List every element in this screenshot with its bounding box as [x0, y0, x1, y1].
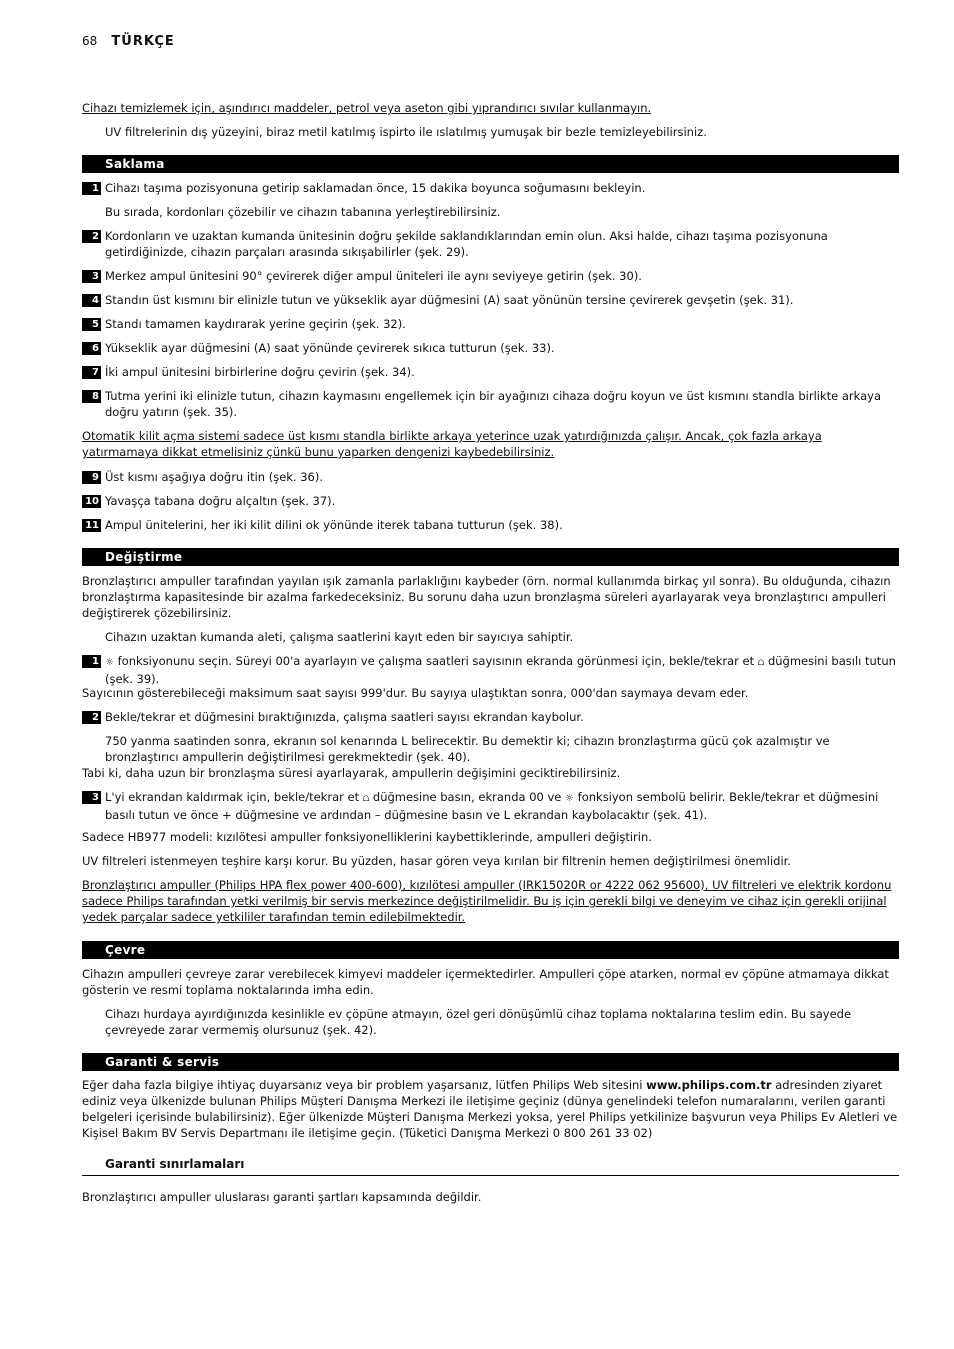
- replacement-uv-note: UV filtreleri istenmeyen teşhire karşı korur. Bu yüzden, hasar gören veya kırılan bir filtrenin hemen değiştirilmesi önemlidir.: [82, 854, 791, 868]
- warranty-limits-heading: Garanti sınırlamaları: [105, 1157, 245, 1171]
- step-number: 1: [82, 182, 101, 195]
- storage-step-5: [82, 316, 900, 332]
- replacement-intro: Bronzlaştırıcı ampuller tarafından yayılan ışık zamanla parlaklığını kaybeder (örn. normal kullanımda birkaç yıl sonra). Bu olduğunda, cihazın bronzlaştırma kapasitesinde bir azalma farkedeceksiniz. Bu sorunu daha uzun bronzlaşma süreleri ayarlayarak veya bronzlaştırıcı ampulleri değiştirerek çözebilirsiniz.: [82, 574, 891, 620]
- step-text: Standın üst kısmını bir elinizle tutun ve yükseklik ayar düğmesini (A) saat yönünün tersine çevirerek gevşetin (şek. 31).: [105, 293, 794, 307]
- section-warranty-title: Garanti & servis: [82, 1053, 899, 1071]
- page-header: [82, 34, 175, 49]
- sun-icon: ☼: [565, 793, 574, 804]
- replacement-step-1-note: Sayıcının gösterebileceği maksimum saat sayısı 999'dur. Bu sayıya ulaştıktan sonra, 000'dan saymaya devam eder.: [82, 686, 749, 700]
- divider: [82, 1175, 899, 1176]
- storage-step-4: [82, 292, 900, 308]
- storage-step-2: [82, 228, 900, 260]
- warranty-text-b: adresinden ziyaret ediniz veya ülkenizde bulunan Philips Müşteri Danışma Merkezi ile iletişime geçiniz (dünya genelindeki telefon numaralarını, verilen garanti belgeleri içerisinde bulabilirsiniz). Eğer ülkenizde Müşteri Danışma Merkezi yoksa, yerel Philips yetkilinize başvurun veya Philips Ev Aletleri ve Kişisel Bakım BV Servis Departmanı ile iletişime geçin. (Tüketici Danışma Merkezi 0 800 261 33 02): [82, 1078, 898, 1140]
- warranty-p1: [82, 1077, 900, 1141]
- step-number: 11: [82, 519, 101, 532]
- storage-step-8: [82, 388, 900, 420]
- step-number: 10: [82, 495, 101, 508]
- storage-step-7: [82, 364, 900, 380]
- uv-clean-note: UV filtrelerinin dış yüzeyini, biraz metil katılmış ispirto ile ıslatılmış yumuşak bir bezle temizleyebilirsiniz.: [105, 125, 707, 139]
- replacement-counter-note: Cihazın uzaktan kumanda aleti, çalışma saatlerini kayıt eden bir sayıcıya sahiptir.: [105, 630, 574, 644]
- replacement-step-2: [82, 709, 900, 725]
- storage-warning: Otomatik kilit açma sistemi sadece üst kısmı standla birlikte arkaya yeterince uzak yatırdığınızda çalışır. Ancak, çok fazla arkaya yatırmamaya dikkat etmelisiniz çünkü bunu yaparken dengenizi kaybedebilirsiniz.: [82, 429, 822, 459]
- step-text: Tutma yerini iki elinizle tutun, cihazın kaymasını engellemek için bir ayağınızı cihaza doğru koyun ve üst kısmını standla birlikte arkaya doğru yatırın (şek. 35).: [105, 389, 882, 419]
- step-number: 6: [82, 342, 101, 355]
- step-text: Merkez ampul ünitesini 90° çevirerek diğer ampul üniteleri ile aynı seviyeye getirin (şek. 30).: [105, 269, 642, 283]
- page-number: 68: [82, 34, 98, 48]
- section-environment-title: Çevre: [82, 941, 899, 959]
- step-number: 2: [82, 230, 101, 243]
- step-text-a: fonksiyonunu seçin. Süreyi 00'a ayarlayın ve çalışma saatleri sayısının ekranda görünmesi için, bekle/tekrar et: [117, 654, 755, 668]
- step-text-b: düğmesini basılı tutun (şek. 39).: [105, 654, 896, 686]
- replacement-step-2-note: 750 yanma saatinden sonra, ekranın sol kenarında L belirecektir. Bu demektir ki; cihazın bronzlaştırma gücü çok azalmıştır ve bronzlaştırıcı ampullerin değiştirilmesi gerekmektedir (şek. 40).: [105, 734, 830, 764]
- environment-p2: Cihazı hurdaya ayırdığınızda kesinlikle ev çöpüne atmayın, özel geri dönüşümlü cihaz toplama noktalarına teslim edin. Bu sayede çevreyede zarar vermemiş olursunuz (şek. 42).: [105, 1007, 852, 1037]
- wait-repeat-icon: ⩍: [362, 793, 370, 804]
- step-text: Kordonların ve uzaktan kumanda ünitesinin doğru şekilde saklandıklarından emin olun. Aksi halde, cihazı taşıma pozisyonuna getirdiğinizde, cihazın parçaları arasında sıkışabilirler (şek. 29).: [105, 229, 828, 259]
- step-text: Bekle/tekrar et düğmesini bıraktığınızda, çalışma saatleri sayısı ekrandan kaybolur.: [105, 710, 584, 724]
- step-text: Cihazı taşıma pozisyonuna getirip saklamadan önce, 15 dakika boyunca soğumasını bekleyin.: [105, 181, 646, 195]
- step-number: 3: [82, 270, 101, 283]
- replacement-step-1: [82, 653, 900, 687]
- philips-url-link[interactable]: www.philips.com.tr: [646, 1078, 772, 1092]
- step-number: 7: [82, 366, 101, 379]
- storage-step-10: [82, 493, 900, 509]
- warranty-text-a: Eğer daha fazla bilgiye ihtiyaç duyarsanız veya bir problem yaşarsanız, lütfen Philips Web sitesini: [82, 1078, 643, 1092]
- step-text: İki ampul ünitesini birbirlerine doğru çevirin (şek. 34).: [105, 365, 415, 379]
- step-text: Üst kısmı aşağıya doğru itin (şek. 36).: [105, 470, 324, 484]
- step-number: 5: [82, 318, 101, 331]
- storage-step-1-note: Bu sırada, kordonları çözebilir ve cihazın tabanına yerleştirebilirsiniz.: [105, 205, 501, 219]
- language-label: TÜRKÇE: [111, 34, 175, 49]
- storage-step-9: [82, 469, 900, 485]
- step-text: Yükseklik ayar düğmesini (A) saat yönünde çevirerek sıkıca tutturun (şek. 33).: [105, 341, 555, 355]
- step-text: Yavaşça tabana doğru alçaltın (şek. 37).: [105, 494, 336, 508]
- storage-step-11: [82, 517, 900, 533]
- sun-icon: ☼: [105, 657, 114, 668]
- section-storage-title: Saklama: [82, 155, 899, 173]
- storage-step-6: [82, 340, 900, 356]
- storage-step-3: [82, 268, 900, 284]
- section-replacement-title: Değiştirme: [82, 548, 899, 566]
- environment-p1: Cihazın ampulleri çevreye zarar verebilecek kimyevi maddeler içermektedirler. Ampulleri çöpe atarken, normal ev çöpüne atmamaya dikkat gösterin ve resmi toplama noktalarında imha edin.: [82, 967, 889, 997]
- wait-repeat-icon: ⩍: [757, 657, 765, 668]
- step-text-b: düğmesine basın, ekranda 00 ve: [372, 790, 562, 804]
- storage-step-1: [82, 180, 900, 196]
- replacement-step-3: [82, 789, 900, 823]
- replacement-infrared-note: Sadece HB977 modeli: kızılötesi ampuller fonksiyonelliklerini kaybettiklerinde, ampulleri değiştirin.: [82, 830, 652, 844]
- warranty-p2: Bronzlaştırıcı ampuller uluslarası garanti şartları kapsamında değildir.: [82, 1190, 482, 1204]
- step-number: 9: [82, 471, 101, 484]
- step-text: Ampul ünitelerini, her iki kilit dilini ok yönünde iterek tabana tutturun (şek. 38).: [105, 518, 563, 532]
- step-text: Standı tamamen kaydırarak yerine geçirin (şek. 32).: [105, 317, 406, 331]
- step-number: 3: [82, 791, 101, 804]
- step-text-c: fonksiyon sembolü belirir. Bekle/tekrar et düğmesini basılı tutun ve önce + düğmesine ve ardından – düğmesine basın ve L ekrandan kaybolacaktır (şek. 41).: [105, 790, 879, 822]
- step-text-a: L'yi ekrandan kaldırmak için, bekle/tekrar et: [105, 790, 360, 804]
- cleaning-warning: Cihazı temizlemek için, aşındırıcı maddeler, petrol veya aseton gibi yıprandırıcı sıvılar kullanmayın.: [82, 101, 652, 115]
- step-number: 8: [82, 390, 101, 403]
- replacement-step-2-note2: Tabi ki, daha uzun bir bronzlaşma süresi ayarlayarak, ampullerin değişimini geciktirebilirsiniz.: [82, 766, 621, 780]
- replacement-warning: Bronzlaştırıcı ampuller (Philips HPA flex power 400-600), kızılötesi ampuller (IRK15020R or 4222 062 95600), UV filtreleri ve elektrik kordonu sadece Philips tarafından yetki verilmiş bir servis merkezince değiştirilmelidir. Bu iş için gerekli bilgi ve deneyim ve cihaz için gerekli orijinal yedek parçalar sadece yetkililer tarafından temin edilebilmektedir.: [82, 878, 892, 924]
- step-number: 1: [82, 655, 101, 668]
- step-number: 4: [82, 294, 101, 307]
- step-number: 2: [82, 711, 101, 724]
